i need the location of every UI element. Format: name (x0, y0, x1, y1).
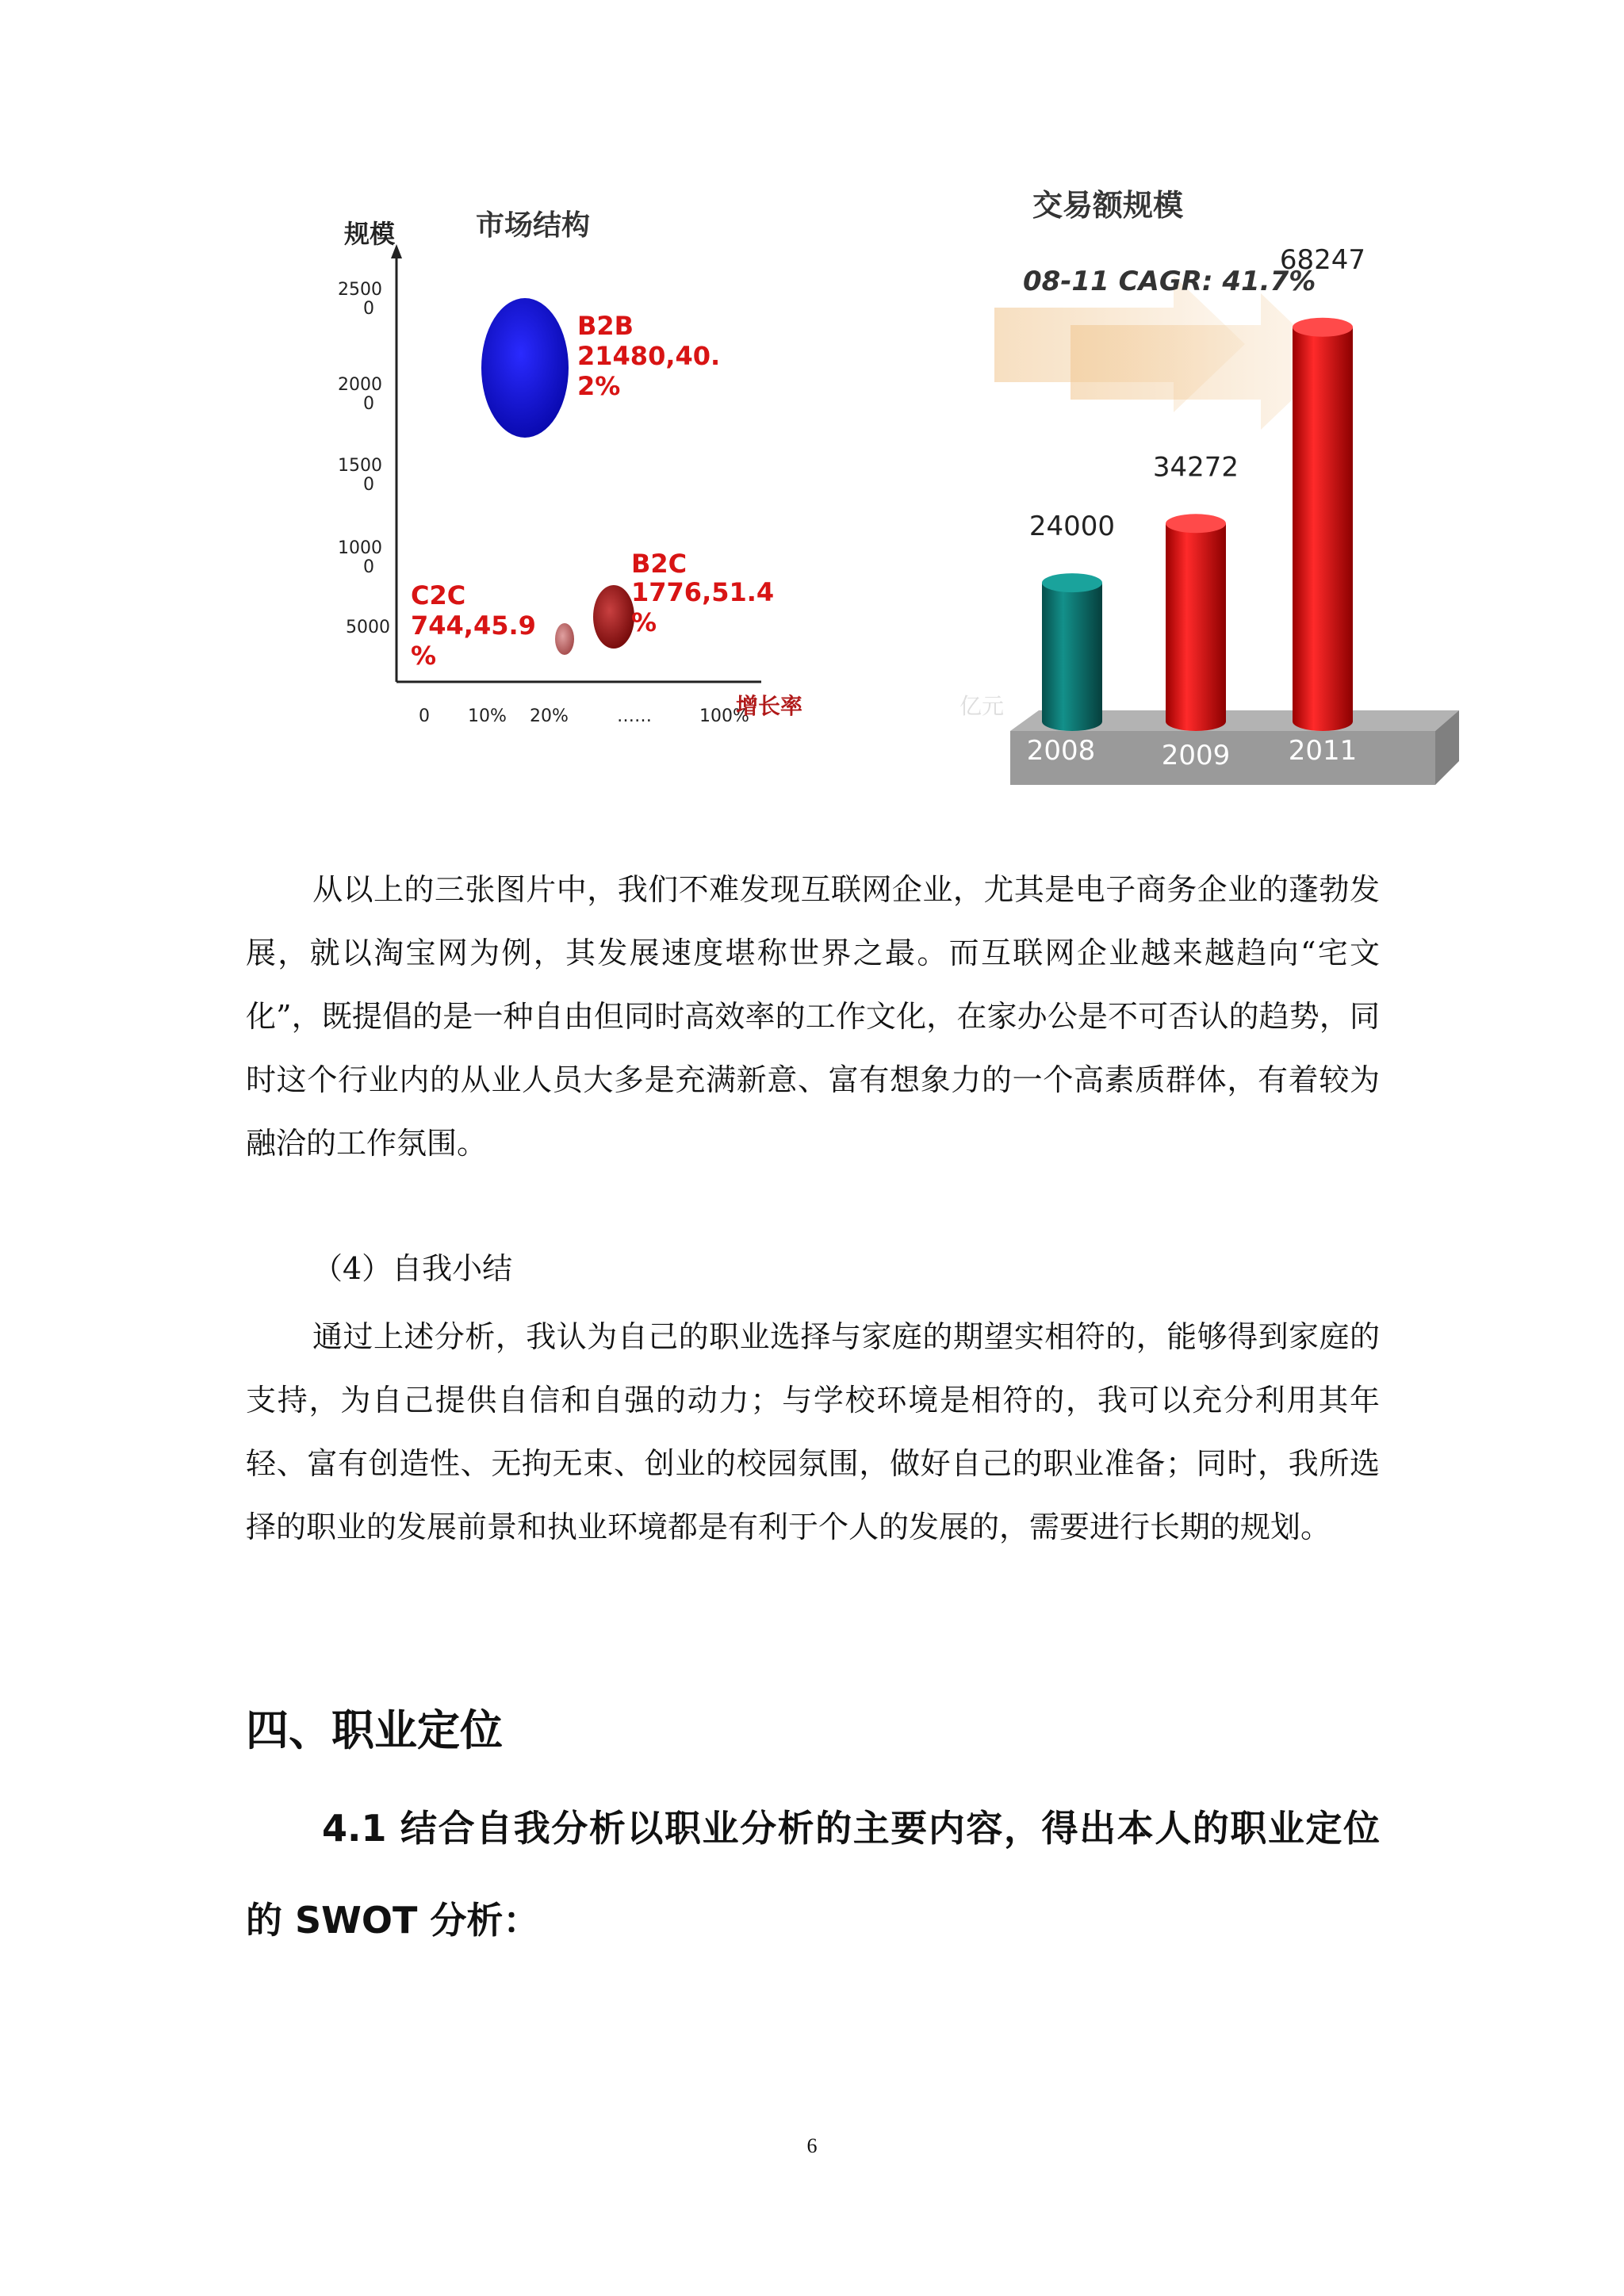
y-tick-2000b: 0 (363, 394, 374, 414)
bar-body-2009 (1166, 523, 1226, 731)
bar-cap-2009 (1166, 514, 1226, 533)
label-b2c-line1: B2C (631, 549, 688, 579)
category-label-2011: 2011 (1288, 735, 1358, 767)
y-tick-1000: 1000 (338, 538, 382, 558)
label-c2c-line2: 744,45.9 (411, 610, 536, 641)
bubble-c2c (555, 623, 574, 655)
y-tick-labels (338, 280, 390, 637)
bubble-b2b (481, 298, 569, 438)
x-tick-10: 10% (468, 706, 507, 726)
subsection-label: （4）自我小结 (312, 1251, 513, 1286)
bar-2009 (1166, 514, 1226, 731)
category-label-2008: 2008 (1026, 735, 1096, 767)
label-b2b-line2: 21480,40. (577, 341, 721, 371)
bar-2008 (1042, 573, 1102, 731)
transaction-volume-chart (959, 174, 1467, 801)
x-axis-label: 增长率 (736, 693, 803, 719)
y-tick-2000: 2000 (338, 375, 382, 395)
category-label-2009: 2009 (1161, 740, 1231, 771)
bar-value-2009: 34272 (1152, 451, 1239, 484)
bubble-b2c (593, 585, 634, 649)
label-b2c-line3: % (631, 607, 657, 637)
label-b2c-line2: 1776,51.4 (631, 577, 775, 607)
x-tick-labels (419, 706, 749, 726)
bar-cap-2011 (1293, 318, 1353, 337)
cagr-annotation: 08-11 CAGR: 41.7% (1023, 266, 1316, 297)
page-number: 6 (806, 2134, 818, 2157)
category-labels-group (1027, 735, 1358, 771)
x-tick-0: 0 (419, 706, 430, 726)
bar-value-2008: 24000 (1028, 511, 1116, 543)
bar-2011 (1293, 318, 1353, 731)
bar-cap-2008 (1042, 573, 1102, 592)
label-c2c (411, 580, 536, 671)
bar-body-2008 (1042, 583, 1102, 731)
y-tick-1500: 1500 (338, 456, 382, 476)
paragraph-2: 通过上述分析，我认为自己的职业选择与家庭的期望实相符的，能够得到家庭的支持，为自己提供自信和自强的动力；与学校环境是相符的，我可以充分利用其年轻、富有创造性、无拘无束、创业的校园氛围，做好自己的职业准备；同时，我所选择的职业的发展前景和执业环境都是有利于个人的发展的，需要进行长期的规划。 (246, 1319, 1380, 1544)
bar-body-2011 (1293, 327, 1353, 731)
label-b2b-line3: 2% (577, 371, 621, 401)
label-c2c-line1: C2C (411, 580, 466, 610)
y-axis-label: 规模 (344, 219, 396, 249)
x-tick-ellipsis: …… (617, 706, 652, 726)
label-c2c-line3: % (411, 641, 437, 671)
section-heading: 四、职业定位 (246, 1705, 503, 1755)
y-tick-5000: 5000 (346, 618, 390, 637)
y-tick-2500b: 0 (363, 299, 374, 319)
x-tick-20: 20% (530, 706, 569, 726)
y-tick-1500b: 0 (363, 475, 374, 495)
x-tick-100: 100% (699, 706, 749, 726)
label-b2b-line1: B2B (577, 311, 634, 341)
paragraph-1: 从以上的三张图片中，我们不难发现互联网企业，尤其是电子商务企业的蓬勃发展，就以淘宝网为例，其发展速度堪称世界之最。而互联网企业越来越趋向“宅文化”，既提倡的是一种自由但同时高效率的工作文化，在家办公是不可否认的趋势，同时这个行业内的从业人员大多是充满新意、富有想象力的一个高素质群体，有着较为融洽的工作氛围。 (246, 872, 1380, 1161)
chart-title: 市场结构 (476, 209, 591, 242)
y-tick-1000b: 0 (363, 557, 374, 577)
label-b2b (577, 311, 720, 401)
label-b2c (631, 549, 774, 637)
subsection-heading: 4.1 结合自我分析以职业分析的主要内容，得出本人的职业定位的 SWOT 分析： (246, 1807, 1380, 1942)
unit-label: 亿元 (959, 693, 1005, 719)
market-structure-chart (317, 190, 856, 745)
chart-title: 交易额规模 (1032, 188, 1184, 223)
bar-value-2011: 68247 (1279, 243, 1366, 276)
y-tick-2500: 2500 (338, 280, 382, 300)
